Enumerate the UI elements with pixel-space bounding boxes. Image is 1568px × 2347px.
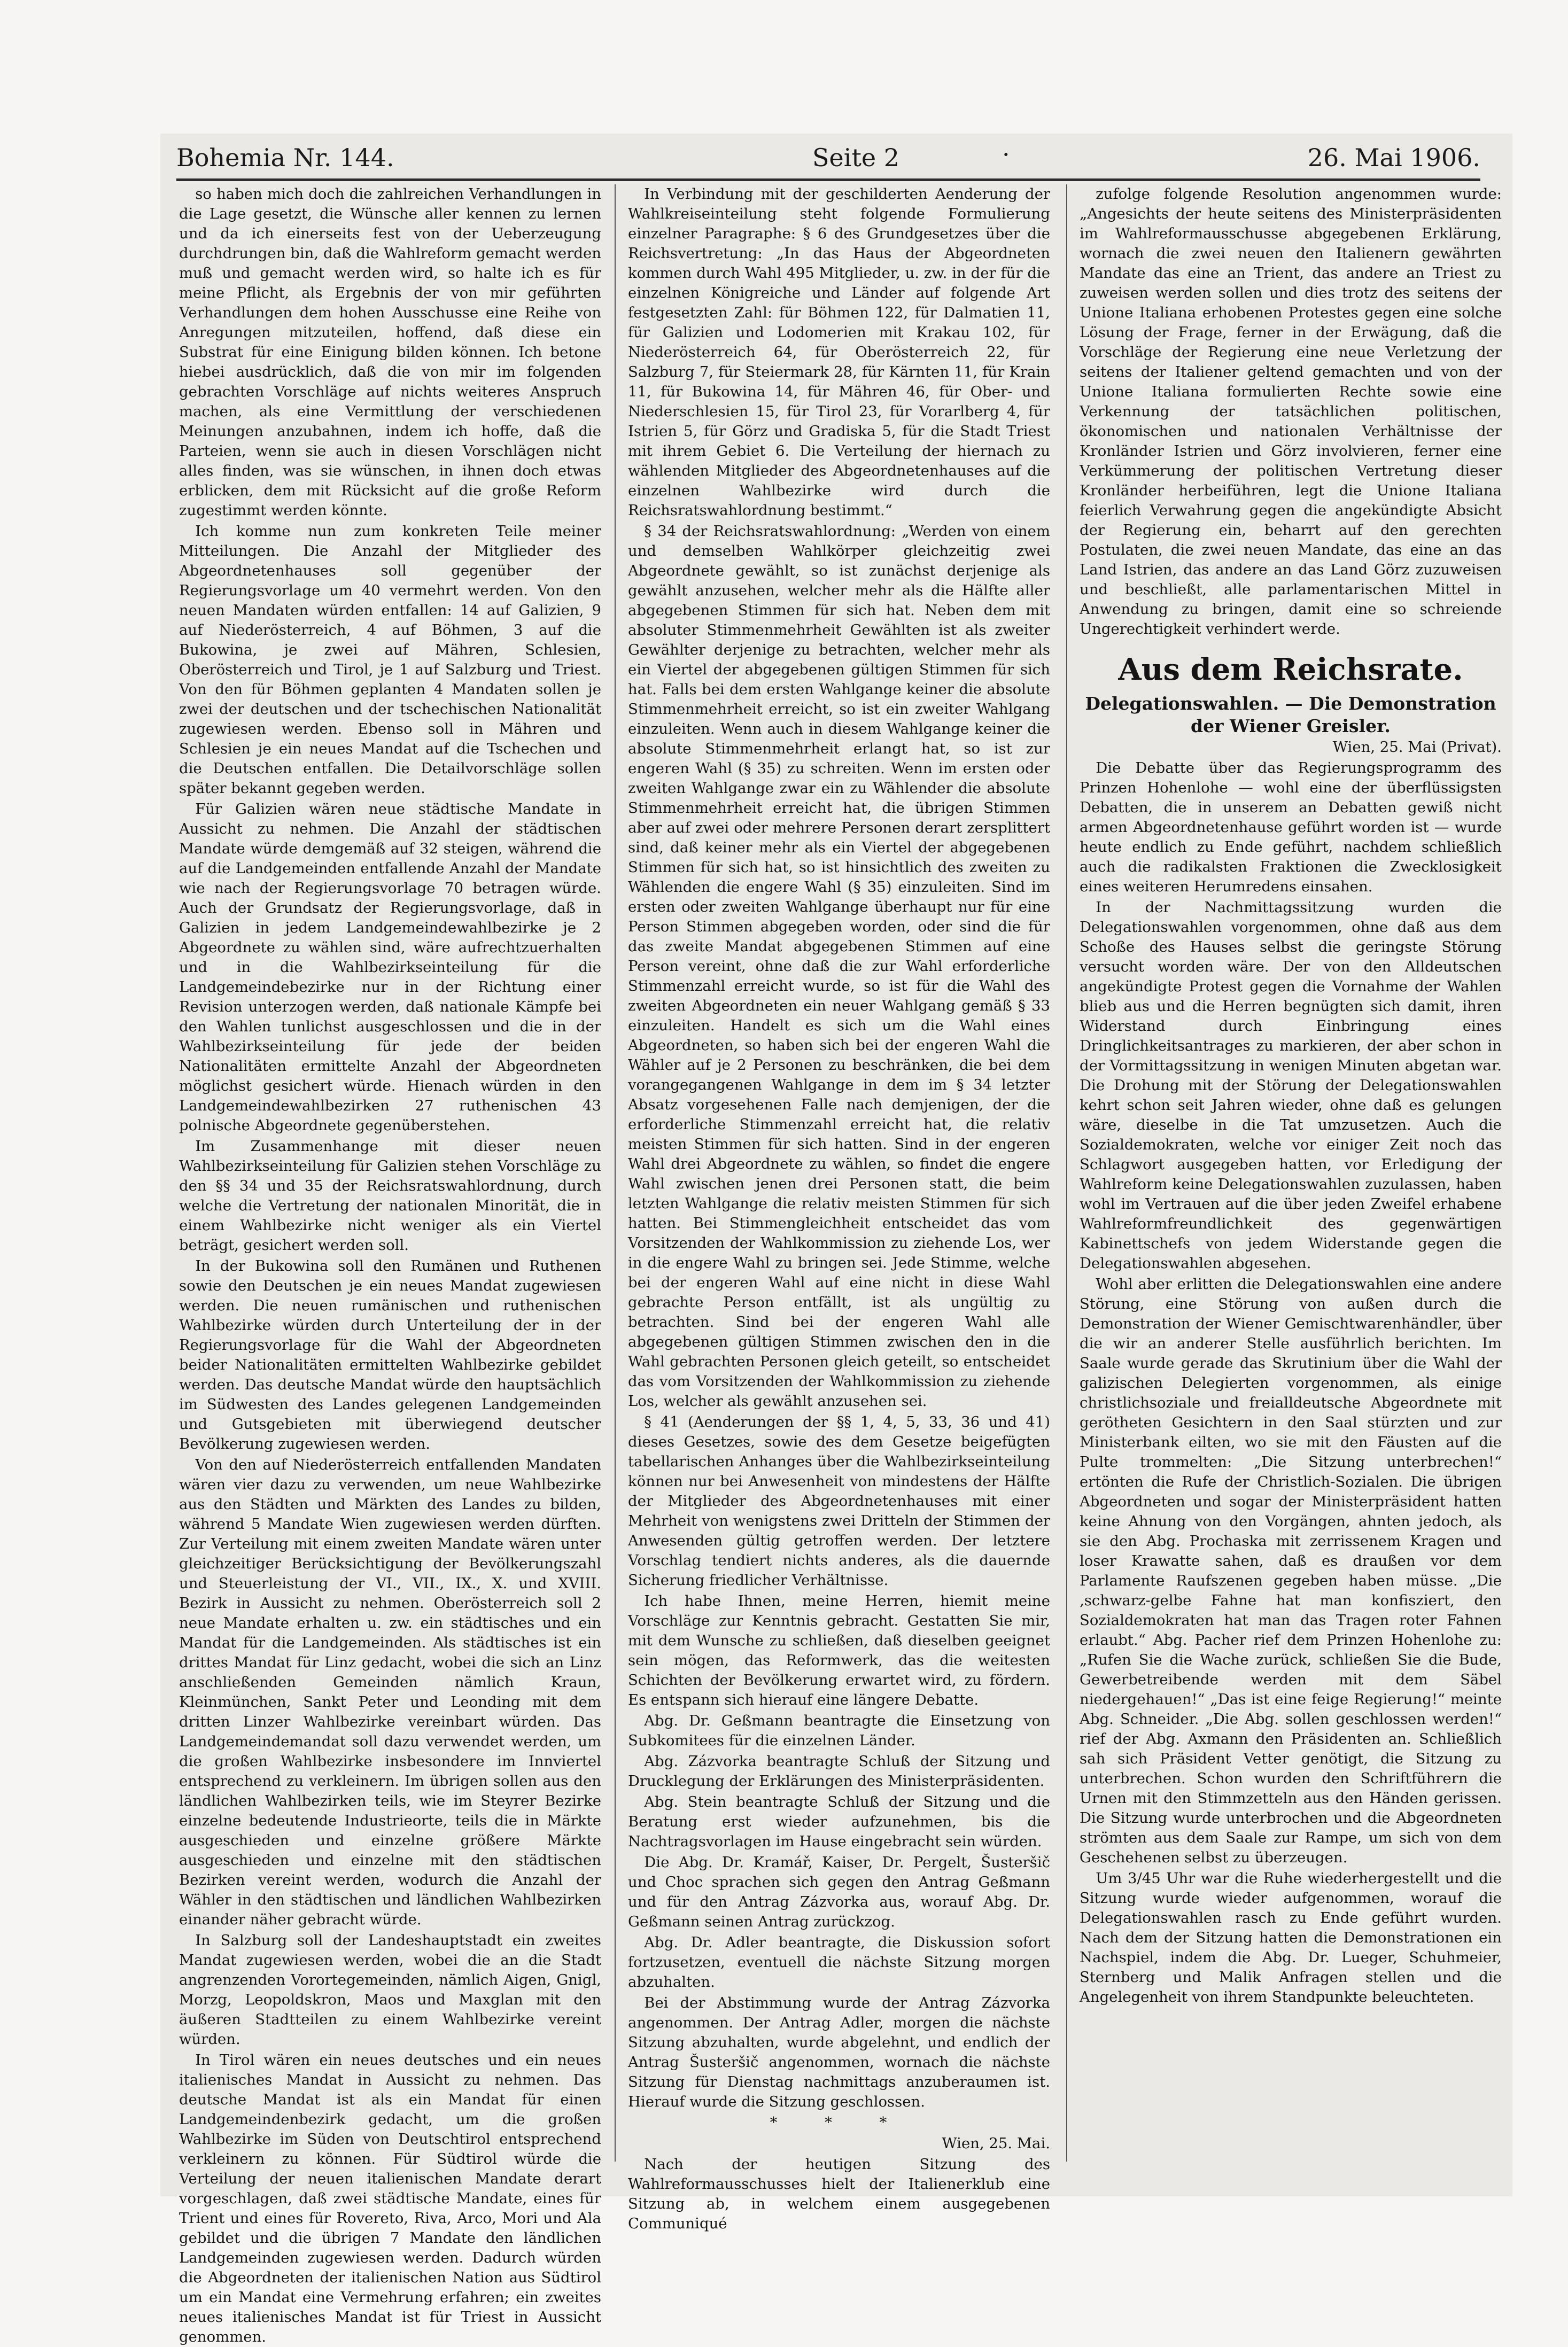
- col3-paragraph-5: Um 3/45 Uhr war die Ruhe wiederhergestellt und die Sitzung wurde wieder aufgenommen, worauf die Delegationswahlen rasch zu Ende geführt wurden. Nach dem der Sitzung hatten die Demonstrationen ein Nachspiel, indem die Abg. Dr. Lueger, Schuhmeier, Sternberg und Malik Anfragen stellen und die Angelegenheit von ihrem Standpunkte beleuchteten.: [1080, 1870, 1502, 2006]
- col3-paragraph-2: Die Debatte über das Regierungsprogramm des Prinzen Hohenlohe — wohl eine der überflüssigsten Debatten, die in unserem an Debatten gewiß nicht armen Abgeordnetenhause geführt worden ist — wurde heute endlich zu Ende geführt, nachdem schließlich auch die radikalsten Fraktionen die Zwecklosigkeit eines weiteren Herumredens einsahen.: [1080, 759, 1502, 895]
- column-3: [1080, 184, 1502, 2162]
- col3-paragraph-3: In der Nachmittagssitzung wurden die Delegationswahlen vorgenommen, ohne daß aus dem Schoße des Hauses selbst die geringste Störung versucht worden wäre. Der von den Alldeutschen angekündigte Protest gegen die Vornahme der Wahlen blieb aus und die Herren begnügten sich damit, ihren Widerstand durch Einbringung eines Dringlichkeitsantrages zu markieren, der aber schon in der Vormittagssitzung in wenigen Minuten abgetan war. Die Drohung mit der Störung der Delegationswahlen kehrt schon seit Jahren wieder, ohne daß es gelungen wäre, dieselbe in die Tat umzusetzen. Auch die Sozialdemokraten, welche vor einiger Zeit noch das Schlagwort ausgegeben hatten, vor Erledigung der Wahlreform keine Delegationswahlen zuzulassen, haben wohl im Vertrauen auf die über jeden Zweifel erhabene Wahlreformfreundlichkeit des gegenwärtigen Kabinettschefs von jedem Widerstande gegen die Delegationswahlen abgesehen.: [1080, 899, 1502, 1272]
- col2-paragraph-1: In Verbindung mit der geschilderten Aenderung der Wahlkreiseinteilung steht folgende Formulierung einzelner Paragraphe: § 6 des Grundgesetzes über die Reichsvertretung: „In das Haus der Abgeordneten kommen durch Wahl 495 Mitglieder, u. zw. in der für die einzelnen Königreiche und Länder auf folgende Art festgesetzten Zahl: für Böhmen 122, für Dalmatien 11, für Galizien und Lodomerien mit Krakau 102, für Niederösterreich 64, für Oberösterreich 22, für Salzburg 7, für Steiermark 28, für Kärnten 11, für Krain 11, für Bukowina 14, für Mähren 46, für Ober- und Niederschlesien 15, für Tirol 23, für Vorarlberg 4, für Istrien 5, für Görz und Gradiska 5, für die Stadt Triest mit ihrem Gebiet 6. Die Verteilung der hiernach zu wählenden Mitglieder des Abgeordnetenhauses auf die einzelnen Wahlbezirke wird durch die Reichsratswahlordnung bestimmt.“: [628, 185, 1050, 519]
- col3-paragraph-4: Wohl aber erlitten die Delegationswahlen eine andere Störung, eine Störung von außen durch die Demonstration der Wiener Gemischtwarenhändler, über die wir an anderer Stelle ausführlich berichten. Im Saale wurde gerade das Skrutinium über die Wahl der galizischen Delegierten vorgenommen, als einige christlichsoziale und freialldeutsche Abgeordnete mit gerötheten Gesichtern in den Saal stürzten und zur Ministerbank eilten, wo sie mit den Fäusten auf die Pulte trommelten: „Die Sitzung unterbrechen!“ ertönten die Rufe der Christlich-Sozialen. Die übrigen Abgeordneten und sogar der Ministerpräsident hatten keine Ahnung von den Vorgängen, ahnten jedoch, als sie den Abg. Prochaska mit zerrissenem Kragen und loser Krawatte sahen, daß es draußen vor dem Parlamente Raufszenen gegeben haben müsse. „Die ‚schwarz-gelbe Fahne hat man konfisziert, den Sozialdemokraten hat man das Tragen roter Fahnen erlaubt.“ Abg. Pacher rief dem Prinzen Hohenlohe zu: „Rufen Sie die Wache zurück, schließen Sie die Bude, Gewerbetreibende werden mit dem Säbel niedergehauen!“ „Das ist eine feige Regierung!“ meinte Abg. Schneider. „Die Abg. sollen geschlossen werden!“ rief der Abg. Axmann den Präsidenten an. Schließlich sah sich Präsident Vetter genötigt, die Sitzung zu unterbrechen. Schon wurden den Schriftführern die Urnen mit den Stimmzetteln aus den Händen gerissen. Die Sitzung wurde unterbrochen und die Abgeordneten strömten aus dem Saale zur Rampe, um sich von dem Geschehenen selbst zu überzeugen.: [1080, 1276, 1502, 1866]
- col2-paragraph-2: § 34 der Reichsratswahlordnung: „Werden von einem und demselben Wahlkörper gleichzeitig zwei Abgeordnete gewählt, so ist zunächst derjenige als gewählt anzusehen, welcher mehr als die Hälfte aller abgegebenen Stimmen für sich hat. Neben dem mit absoluter Stimmenmehrheit Gewählten ist als zweiter Gewählter derjenige zu betrachten, welcher mehr als ein Viertel der abgegebenen gültigen Stimmen für sich hat. Falls bei dem ersten Wahlgange keiner die absolute Stimmenmehrheit erreicht, so ist ein zweiter Wahlgang einzuleiten. Wenn auch in diesem Wahlgange keiner die absolute Stimmenmehrheit erlangt hat, so ist zur engeren Wahl (§ 35) zu schreiten. Wenn im ersten oder zweiten Wahlgange zwar ein zu Wählender die absolute Stimmenmehrheit erreicht hat, die übrigen Stimmen aber auf zwei oder mehrere Personen derart zersplittert sind, daß keiner mehr als ein Viertel der abgegebenen Stimmen für sich hat, so ist hinsichtlich des zweiten zu Wählenden die engere Wahl (§ 35) einzuleiten. Sind im ersten oder zweiten Wahlgange überhaupt nur für eine Person Stimmen abgegeben worden, oder sind die für das zweite Mandat abgegebenen Stimmen auf eine Person vereint, ohne daß die zur Wahl erforderliche Stimmenzahl erreicht wurde, so ist für die Wahl des zweiten Abgeordneten ein neuer Wahlgang gemäß § 33 einzuleiten. Handelt es sich um die Wahl eines Abgeordneten, so haben sich bei der engeren Wahl die Wähler auf je 2 Personen zu beschränken, die bei dem vorangegangenen Wahlgange in dem im § 34 letzter Absatz vorgesehenen Falle nach demjenigen, der die erforderliche Stimmenzahl erreicht hat, die relativ meisten Stimmen für sich hatten. Sind in der engeren Wahl drei Abgeordnete zu wählen, so findet die engere Wahl zwischen jenen drei Personen statt, die beim letzten Wahlgange die relativ meisten Stimmen für sich hatten. Bei Stimmengleichheit entscheidet das vom Vorsitzenden der Wahlkommission zu ziehende Los, wer in die engere Wahl zu bringen sei. Jede Stimme, welche bei der engeren Wahl auf eine nicht in diese Wahl gebrachte Person entfällt, ist als ungültig zu betrachten. Sind bei der engeren Wahl alle abgegebenen gültigen Stimmen zwischen den in die Wahl gebrachten Personen gleich geteilt, so entscheidet das vom Vorsitzenden der Wahlkommission zu ziehende Los, welcher als gewählt anzusehen sei.: [628, 523, 1050, 1410]
- issue-date: 26. Mai 1906.: [1307, 143, 1480, 172]
- col2-paragraph-7: Abg. Stein beantragte Schluß der Sitzung und die Beratung erst wieder aufzunehmen, bis die Nachtragsvorlagen im Hause eingebracht sein würden.: [628, 1793, 1050, 1850]
- col3-paragraph-1: zufolge folgende Resolution angenommen wurde: „Angesichts der heute seitens des Ministerpräsidenten im Wahlreformausschusse abgegebenen Erklärung, wornach die zwei neuen den Italienern gewährten Mandate das eine an Trient, das andere an Triest zu zuweisen werden sollen und dies trotz des seitens der Unione Italiana erhobenen Protestes gegen eine solche Lösung der Frage, ferner in der Erwägung, daß die Vorschläge der Regierung eine neue Verletzung der seitens der Italiener geltend gemachten und von der Unione Italiana formulierten Rechte sowie eine Verkennung der tatsächlichen politischen, ökonomischen und nationalen Verhältnisse der Kronländer Istrien und Görz involvieren, ferner eine Verkümmerung der politischen Vertretung dieser Kronländer herbeiführen, legt die Unione Italiana feierlich Verwahrung gegen die angekündigte Absicht der Regierung ein, beharrt auf den gerechten Postulaten, die zwei neuen Mandate, das eine an das Land Istrien, das andere an das Land Görz zuzuweisen und beschließt, alle parlamentarischen Mittel in Anwendung zu bringen, damit eine so schreiende Ungerechtigkeit verhindert werde.: [1080, 185, 1502, 638]
- col1-paragraph-5: In der Bukowina soll den Rumänen und Ruthenen sowie den Deutschen je ein neues Mandat zugewiesen werden. Die neuen rumänischen und ruthenischen Wahlbezirke würden durch Unterteilung der in der Regierungsvorlage für die Wahl der Abgeordneten beider Nationalitäten ermittelten Wahlbezirke gebildet werden. Das deutsche Mandat würde den hauptsächlich im Südwesten des Landes gelegenen Landgemeinden und Gutsgebieten mit überwiegend deutscher Bevölkerung zugewiesen werden.: [179, 1257, 601, 1452]
- column-divider-1: [615, 184, 616, 2162]
- article-subheadline: Delegationswahlen. — Die Demonstration der Wiener Greisler.: [1085, 693, 1496, 736]
- paper-name: Bohemia Nr. 144.: [176, 143, 394, 172]
- page-header: [176, 140, 1480, 181]
- column-1: [179, 184, 601, 2345]
- article-headline: Aus dem Reichsrate.: [1118, 652, 1463, 687]
- col3-dateline: Wien, 25. Mai (Privat).: [1332, 739, 1502, 756]
- column-divider-2: [1066, 184, 1067, 2162]
- header-dot: ·: [1002, 140, 1010, 169]
- col1-paragraph-2: Ich komme nun zum konkreten Teile meiner Mitteilungen. Die Anzahl der Mitglieder des Abgeordnetenhauses soll gegenüber der Regierungsvorlage um 40 vermehrt werden. Von den neuen Mandaten würden entfallen: 14 auf Galizien, 9 auf Niederösterreich, 4 auf Böhmen, 3 auf die Bukowina, je zwei auf Mähren, Schlesien, Oberösterreich und Tirol, je 1 auf Salzburg und Triest. Von den für Böhmen geplanten 4 Mandaten sollen je zwei der deutschen und der tschechischen Nationalität zugewiesen werden. Ebenso soll in Mähren und Schlesien je ein neues Mandat auf die Tschechen und die Deutschen entfallen. Die Detailvorschläge sollen später bekannt gegeben werden.: [179, 523, 601, 797]
- col2-paragraph-8: Die Abg. Dr. Kramář, Kaiser, Dr. Pergelt, Šusteršič und Choc sprachen sich gegen den Antrag Geßmann und für den Antrag Zázvorka aus, worauf Abg. Dr. Geßmann seinen Antrag zurückzog.: [628, 1854, 1050, 1930]
- page-number: Seite 2: [812, 143, 900, 172]
- column-2: [628, 184, 1050, 2232]
- col1-paragraph-7: In Salzburg soll der Landeshauptstadt ein zweites Mandat zugewiesen werden, wobei die an die Stadt angrenzenden Vorortegemeinden, nämlich Aigen, Gnigl, Morzg, Leopoldskron, Maos und Maxglan mit den äußeren Stadtteilen zu einem Wahlbezirke vereint würden.: [179, 1932, 601, 2048]
- col1-paragraph-4: Im Zusammenhange mit dieser neuen Wahlbezirkseinteilung für Galizien stehen Vorschläge zu den §§ 34 und 35 der Reichsratswahlordnung, durch welche die Vertretung der nationalen Minorität, die in einem Wahlbezirke nicht weniger als ein Viertel beträgt, gesichert werden soll.: [179, 1138, 601, 1254]
- col2-dateline: Wien, 25. Mai.: [942, 2135, 1050, 2152]
- col1-paragraph-6: Von den auf Niederösterreich entfallenden Mandaten wären vier dazu zu verwenden, um neue Wahlbezirke aus den Städten und Märkten des Landes zu bilden, während 5 Mandate Wien zugewiesen werden dürften. Zur Verteilung mit einem zweiten Mandate wären unter gleichzeitiger Berücksichtigung der Bevölkerungszahl und Steuerleistung der VI., VII., IX., X. und XVIII. Bezirk in Aussicht zu nehmen. Oberösterreich soll 2 neue Mandate erhalten u. zw. ein städtisches und ein Mandat für die Landgemeinden. Als städtisches ist ein drittes Mandat für Linz gedacht, wobei die sich an Linz anschließenden Gemeinden nämlich Kraun, Kleinmünchen, Sankt Peter und Leonding mit dem dritten Linzer Wahlbezirke vereinbart würden. Das Landgemeindemandat soll dazu verwendet werden, um die großen Wahlbezirke insbesondere im Innviertel entsprechend zu verkleinern. Im übrigen sollen aus den ländlichen Wahlbezirken teils, wie im Steyrer Bezirke einzelne bedeutende Industrieorte, teils die in Märkte ausgeschieden und einzelne größere Märkte ausgeschieden und einzelne mit den städtischen Bezirken vereint werden, wodurch die Anzahl der Wähler in den städtischen und ländlichen Wahlbezirken einander näher gebracht würde.: [179, 1456, 601, 1928]
- col2-paragraph-4: Ich habe Ihnen, meine Herren, hiemit meine Vorschläge zur Kenntnis gebracht. Gestatten Sie mir, mit dem Wunsche zu schließen, daß dieselben geeignet sein mögen, das Reformwerk, das die weitesten Schichten der Bevölkerung erwartet wird, zu fördern. Es entspann sich hierauf eine längere Debatte.: [628, 1592, 1050, 1708]
- col1-paragraph-8: In Tirol wären ein neues deutsches und ein neues italienisches Mandat in Aussicht zu nehmen. Das deutsche Mandat ist als ein Mandat für einen Landgemeindenbezirk gedacht, um die großen Wahlbezirke im Süden von Deutschtirol entsprechend verkleinern zu können. Für Südtirol würde die Verteilung der neuen italienischen Mandate derart vorgeschlagen, daß zwei städtische Mandate, eines für Trient und eines für Rovereto, Riva, Arco, Mori und Ala gebildet und die übrigen 7 Mandate den ländlichen Landgemeinden zugewiesen werden. Dadurch würden die Abgeordneten der italienischen Nation aus Südtirol um ein Mandat eine Vermehrung erfahren; ein zweites neues italienisches Mandat ist für Triest in Aussicht genommen.: [179, 2051, 601, 2345]
- col2-paragraph-9: Abg. Dr. Adler beantragte, die Diskussion sofort fortzusetzen, eventuell die nächste Sitzung morgen abzuhalten.: [628, 1934, 1050, 1991]
- col2-paragraph-6: Abg. Zázvorka beantragte Schluß der Sitzung und Drucklegung der Erklärungen des Ministerpräsidenten.: [628, 1753, 1050, 1790]
- col2-paragraph-3: § 41 (Aenderungen der §§ 1, 4, 5, 33, 36 und 41) dieses Gesetzes, sowie des dem Gesetze beigefügten tabellarischen Anhanges über die Wahlbezirkseinteilung können nur bei Anwesenheit von mindestens der Hälfte der Mitglieder des Abgeordnetenhauses mit einer Mehrheit von wenigstens zwei Dritteln der Stimmen der Anwesenden gültig getroffen werden. Der letztere Vorschlag tendiert nichts anderes, als die dauernde Sicherung friedlicher Verhältnisse.: [628, 1413, 1050, 1589]
- col2-paragraph-5: Abg. Dr. Geßmann beantragte die Einsetzung von Subkomitees für die einzelnen Länder.: [628, 1712, 1050, 1749]
- col2-paragraph-11: Nach der heutigen Sitzung des Wahlreformausschusses hielt der Italienerklub eine Sitzung ab, in welchem einem ausgegebenen Communiqué: [628, 2156, 1050, 2232]
- header-rule: [176, 178, 1480, 181]
- col2-paragraph-10: Bei der Abstimmung wurde der Antrag Zázvorka angenommen. Der Antrag Adler, morgen die nächste Sitzung abzuhalten, wurde abgelehnt, und endlich der Antrag Šusteršič angenommen, wornach die nächste Sitzung für Dienstag nachmittags anzuberaumen ist. Hierauf wurde die Sitzung geschlossen.: [628, 1994, 1050, 2110]
- section-stars: * * *: [770, 2114, 909, 2131]
- col1-paragraph-1: so haben mich doch die zahlreichen Verhandlungen in die Lage gesetzt, die Wünsche aller kennen zu lernen und da ich einerseits fest von der Ueberzeugung durchdrungen bin, daß die Wahlreform gemacht werden muß und gemacht werden wird, so halte ich es für meine Pflicht, als Ergebnis der von mir geführten Verhandlungen dem hohen Ausschusse eine Reihe von Anregungen mitzuteilen, hoffend, daß diese ein Substrat für eine Einigung bilden können. Ich betone hiebei ausdrücklich, daß die von mir im folgenden gebrachten Vorschläge auf nichts weiteres Anspruch machen, als eine Vermittlung der verschiedenen Meinungen anzubahnen, indem ich hoffe, daß die Parteien, wenn sie auch in diesen Vorschlägen nicht alles finden, was sie wünschen, in ihnen doch etwas erblicken, dem mit Rücksicht auf die große Reform zugestimmt werden könnte.: [179, 185, 601, 519]
- col1-paragraph-3: Für Galizien wären neue städtische Mandate in Aussicht zu nehmen. Die Anzahl der städtischen Mandate würde demgemäß auf 32 steigen, während die auf die Landgemeinden entfallende Anzahl der Mandate wie nach der Regierungsvorlage 70 betragen würde. Auch der Grundsatz der Regierungsvorlage, daß in Galizien in jedem Landgemeindewahlbezirke je 2 Abgeordnete zu wählen sind, wäre aufrechtzuerhalten und in die Wahlbezirkseinteilung für die Landgemeindebezirke nur in der Richtung einer Revision unterzogen werden, daß nationale Kämpfe bei den Wahlen tunlichst ausgeschlossen und die in der Wahlbezirkseinteilung für jede der beiden Nationalitäten ermittelte Anzahl der Abgeordneten möglichst gesichert würde. Hienach würden in den Landgemeindewahlbezirken 27 ruthenischen 43 polnische Abgeordnete gegenüberstehen.: [179, 801, 601, 1134]
